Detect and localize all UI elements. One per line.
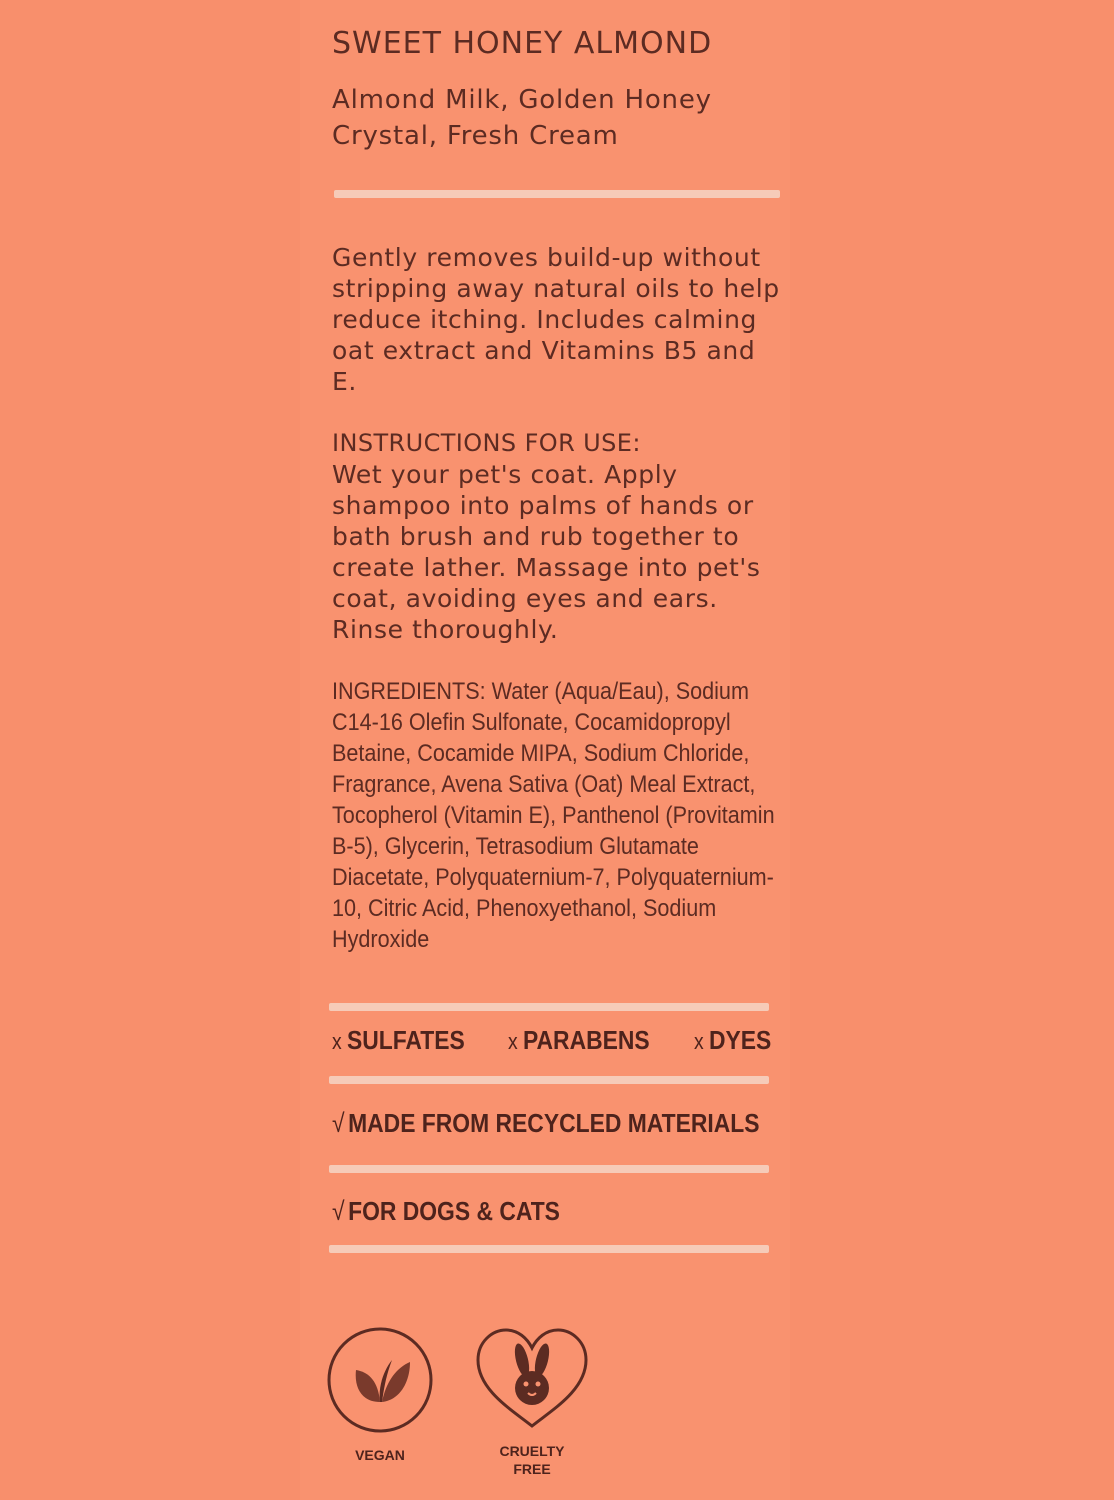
- scent-notes: Almond Milk, Golden Honey Crystal, Fresh Cream: [332, 85, 712, 151]
- bunny-heart-icon: [472, 1326, 592, 1434]
- claim-no-sulfates: x SULFATES: [332, 1025, 465, 1055]
- divider: [329, 1245, 769, 1253]
- x-mark-icon: x: [508, 1029, 518, 1054]
- ingredients-text: Water (Aqua/Eau), Sodium C14-16 Olefin Sulfonate, Cocamidopropyl Betaine, Cocamide MIPA, Sodium Chloride, Fragrance, Avena Sativa (Oat) Meal Extract, Tocopherol (Vitamin E), Panthenol (Provitamin B-5), Glycerin, Tetrasodium Glutamate Diacetate, Polyquaternium-7, Polyquaternium-10, Citric Acid, Phenoxyethanol, Sodium Hydroxide: [332, 678, 775, 953]
- instructions-text: Wet your pet's coat. Apply shampoo into palms of hands or bath brush and rub together to create lather. Massage into pet's coat, avoiding eyes and ears. Rinse thoroughly.: [332, 460, 761, 644]
- claim-recycled-materials: √ MADE FROM RECYCLED MATERIALS: [332, 1108, 760, 1138]
- divider: [334, 190, 780, 198]
- divider: [329, 1165, 769, 1173]
- x-mark-icon: x: [694, 1029, 704, 1054]
- product-description: Gently removes build-up without stripping away natural oils to help reduce itching. Includes calming oat extract and Vitamins B5 and E.: [332, 243, 780, 396]
- product-title: SWEET HONEY ALMOND: [332, 26, 713, 61]
- ingredients-list: [332, 676, 782, 955]
- vegan-label: VEGAN: [355, 1447, 405, 1463]
- divider: [329, 1003, 769, 1011]
- claim-no-parabens: x PARABENS: [508, 1025, 650, 1055]
- ingredients-label: INGREDIENTS:: [332, 678, 486, 705]
- cruelty-free-label: CRUELTY FREE: [499, 1443, 565, 1477]
- claim-no-dyes: x DYES: [694, 1025, 772, 1055]
- checkmark-icon: √: [332, 1196, 345, 1226]
- divider: [329, 1076, 769, 1084]
- free-from-claims: [332, 1022, 777, 1058]
- instructions-heading: INSTRUCTIONS FOR USE:: [332, 429, 641, 457]
- checkmark-icon: √: [332, 1108, 345, 1138]
- leaf-icon: [326, 1326, 434, 1434]
- claim-dogs-and-cats: √ FOR DOGS & CATS: [332, 1196, 560, 1226]
- x-mark-icon: x: [332, 1029, 342, 1054]
